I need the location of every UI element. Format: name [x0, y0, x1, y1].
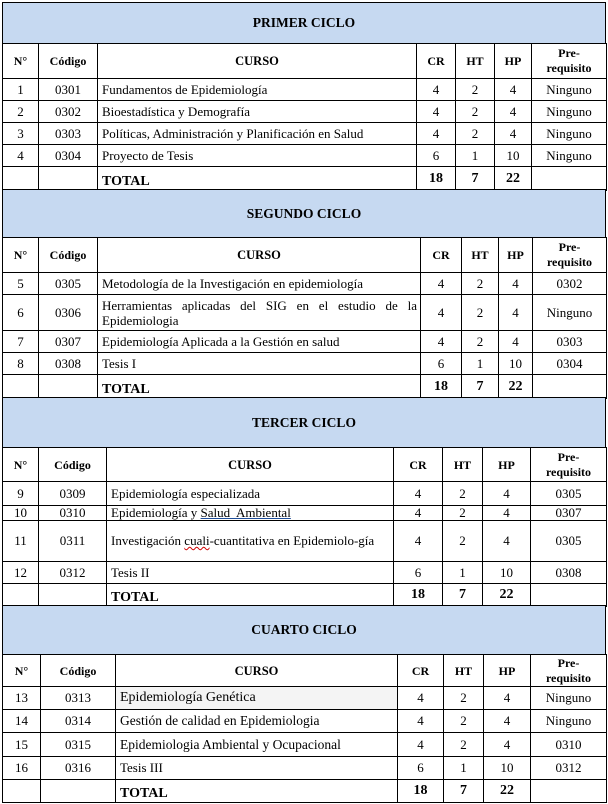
cell-empty [3, 780, 41, 803]
total-cr: 18 [417, 167, 456, 191]
col-num: N° [3, 448, 39, 482]
col-hp: HP [484, 655, 531, 687]
cell-prereq: 0304 [533, 353, 607, 375]
cell-num: 9 [3, 482, 39, 506]
cell-hp: 10 [495, 145, 532, 167]
cell-course: Epidemiología Aplicada a la Gestión en salud [98, 331, 421, 353]
cell-course: Herramientas aplicadas del SIG en el estudio de la Epidemiologia [98, 295, 421, 331]
course-text: Investigación [111, 533, 185, 548]
cell-cr: 4 [417, 101, 456, 123]
cell-ht: 2 [443, 482, 483, 506]
cell-hp: 4 [499, 331, 533, 353]
cycle-title: PRIMER CICLO [2, 2, 606, 44]
col-code: Código [39, 44, 98, 79]
table-row [3, 273, 607, 295]
cell-ht: 2 [443, 521, 483, 562]
cell-cr: 4 [398, 710, 444, 733]
cell-empty [3, 167, 39, 191]
total-hp: 22 [495, 167, 532, 191]
cell-num: 14 [3, 710, 41, 733]
cell-course: Políticas, Administración y Planificación en Salud [98, 123, 417, 145]
cell-ht: 1 [444, 757, 484, 780]
col-hp: HP [495, 44, 532, 79]
table-row [3, 123, 607, 145]
col-cr: CR [421, 238, 462, 273]
cell-hp: 4 [499, 273, 533, 295]
total-cr: 18 [398, 780, 444, 803]
cell-ht: 1 [456, 145, 495, 167]
table-row [3, 101, 607, 123]
cell-hp: 10 [484, 757, 531, 780]
cell-prereq: Ninguno [532, 145, 607, 167]
table-row [3, 331, 607, 353]
total-hp: 22 [499, 375, 533, 399]
col-prereq-label: Pre- requisito [546, 240, 593, 269]
cell-prereq: 0312 [531, 757, 607, 780]
column-header-row [3, 655, 607, 687]
cell-hp: 10 [483, 562, 531, 584]
cell-course [107, 506, 394, 521]
cell-code: 0301 [39, 79, 98, 101]
col-course: CURSO [116, 655, 398, 687]
col-ht: HT [462, 238, 499, 273]
cell-code: 0308 [39, 353, 98, 375]
cell-ht: 2 [444, 687, 484, 710]
col-num: N° [3, 44, 39, 79]
total-ht: 7 [443, 584, 483, 607]
course-table [2, 654, 607, 803]
cell-empty [39, 584, 107, 607]
table-row [3, 295, 607, 331]
cell-ht: 2 [462, 331, 499, 353]
cell-code: 0303 [39, 123, 98, 145]
cell-hp: 4 [484, 710, 531, 733]
cell-num: 13 [3, 687, 41, 710]
cell-num: 6 [3, 295, 39, 331]
cell-num: 10 [3, 506, 39, 521]
cell-ht: 1 [443, 562, 483, 584]
cycle-title: SEGUNDO CICLO [2, 189, 606, 238]
table-row [3, 733, 607, 757]
total-hp: 22 [483, 584, 531, 607]
cell-course: Metodología de la Investigación en epidemiología [98, 273, 421, 295]
cell-cr: 4 [398, 733, 444, 757]
cell-hp: 4 [484, 687, 531, 710]
cell-course: Epidemiología especializada [107, 482, 394, 506]
cell-ht: 2 [456, 79, 495, 101]
cell-course: Fundamentos de Epidemiología [98, 79, 417, 101]
cell-hp: 4 [483, 482, 531, 506]
cell-cr: 4 [421, 295, 462, 331]
course-table [2, 237, 607, 399]
col-code: Código [39, 448, 107, 482]
cell-prereq: 0308 [531, 562, 607, 584]
cell-hp: 4 [483, 506, 531, 521]
cycle-title: CUARTO CICLO [2, 605, 606, 655]
course-text: -cuantitativa en Epidemiolo-gía [209, 533, 375, 548]
total-ht: 7 [444, 780, 484, 803]
table-row [3, 687, 607, 710]
total-hp: 22 [484, 780, 531, 803]
total-label: TOTAL [98, 167, 417, 191]
cell-cr: 6 [394, 562, 443, 584]
cell-cr: 4 [394, 482, 443, 506]
column-header-row [3, 448, 607, 482]
cell-hp: 4 [495, 101, 532, 123]
cell-prereq: Ninguno [532, 123, 607, 145]
cell-prereq: Ninguno [533, 295, 607, 331]
cell-code: 0312 [39, 562, 107, 584]
cell-cr: 6 [398, 757, 444, 780]
cell-ht: 2 [444, 710, 484, 733]
cell-ht: 2 [443, 506, 483, 521]
course-table [2, 447, 607, 607]
total-row [3, 167, 607, 191]
col-cr: CR [394, 448, 443, 482]
cell-cr: 4 [417, 79, 456, 101]
table-row [3, 562, 607, 584]
cell-ht: 2 [456, 101, 495, 123]
total-cr: 18 [421, 375, 462, 399]
col-prereq [531, 448, 607, 482]
cell-hp: 4 [483, 521, 531, 562]
cell-cr: 4 [417, 123, 456, 145]
cell-prereq: 0307 [531, 506, 607, 521]
cell-prereq: 0305 [531, 482, 607, 506]
cell-code: 0316 [41, 757, 116, 780]
col-hp: HP [499, 238, 533, 273]
col-course: CURSO [98, 44, 417, 79]
col-prereq-label: Pre- requisito [545, 449, 592, 479]
cell-cr: 4 [394, 506, 443, 521]
cell-cr: 4 [398, 687, 444, 710]
cell-code: 0311 [39, 521, 107, 562]
cell-code: 0307 [39, 331, 98, 353]
cell-prereq: Ninguno [531, 710, 607, 733]
cell-code: 0304 [39, 145, 98, 167]
col-prereq-label: Pre- requisito [546, 46, 592, 75]
cell-empty [39, 375, 98, 399]
cell-prereq: 0305 [531, 521, 607, 562]
col-course: CURSO [107, 448, 394, 482]
cell-empty [3, 375, 39, 399]
total-cr: 18 [394, 584, 443, 607]
cell-code: 0306 [39, 295, 98, 331]
col-code: Código [39, 238, 98, 273]
column-header-row [3, 238, 607, 273]
total-label: TOTAL [116, 780, 398, 803]
cell-hp: 4 [495, 79, 532, 101]
cell-course: Tesis I [98, 353, 421, 375]
col-course: CURSO [98, 238, 421, 273]
table-row [3, 145, 607, 167]
col-cr: CR [417, 44, 456, 79]
cell-code: 0309 [39, 482, 107, 506]
table-row [3, 79, 607, 101]
cycle-title: TERCER CICLO [2, 397, 606, 448]
table-row [3, 482, 607, 506]
cell-course: Bioestadística y Demografía [98, 101, 417, 123]
course-text: Epidemiología y [111, 505, 201, 520]
cell-prereq: Ninguno [532, 79, 607, 101]
cell-hp: 4 [495, 123, 532, 145]
cell-num: 8 [3, 353, 39, 375]
col-code: Código [41, 655, 116, 687]
cell-cr: 6 [421, 353, 462, 375]
cell-code: 0314 [41, 710, 116, 733]
cell-empty [39, 167, 98, 191]
total-row [3, 780, 607, 803]
table-row [3, 710, 607, 733]
cell-cr: 4 [421, 273, 462, 295]
col-num: N° [3, 238, 39, 273]
cell-code: 0313 [41, 687, 116, 710]
col-hp: HP [483, 448, 531, 482]
cell-num: 5 [3, 273, 39, 295]
cell-cr: 6 [417, 145, 456, 167]
table-row [3, 506, 607, 521]
cell-empty [41, 780, 116, 803]
cell-ht: 2 [444, 733, 484, 757]
cell-hp: 10 [499, 353, 533, 375]
table-row [3, 521, 607, 562]
cell-course [107, 521, 394, 562]
col-prereq-label: Pre- requisito [545, 655, 592, 685]
cell-cr: 4 [421, 331, 462, 353]
column-header-row [3, 44, 607, 79]
total-label: TOTAL [98, 375, 421, 399]
cell-prereq: 0303 [533, 331, 607, 353]
cell-num: 11 [3, 521, 39, 562]
total-row [3, 584, 607, 607]
cell-code: 0302 [39, 101, 98, 123]
cell-num: 1 [3, 79, 39, 101]
cell-prereq: 0302 [533, 273, 607, 295]
cell-empty [531, 780, 607, 803]
cell-ht: 2 [462, 273, 499, 295]
col-ht: HT [444, 655, 484, 687]
cell-ht: 1 [462, 353, 499, 375]
col-prereq [533, 238, 607, 273]
cell-course: Epidemiologia Ambiental y Ocupacional [116, 733, 398, 757]
col-prereq [532, 44, 607, 79]
cell-prereq: Ninguno [532, 101, 607, 123]
cell-code: 0305 [39, 273, 98, 295]
cell-num: 2 [3, 101, 39, 123]
cell-empty [532, 167, 607, 191]
total-row [3, 375, 607, 399]
cell-prereq: Ninguno [531, 687, 607, 710]
cell-ht: 2 [456, 123, 495, 145]
cell-code: 0315 [41, 733, 116, 757]
table-row [3, 757, 607, 780]
cell-prereq: 0310 [531, 733, 607, 757]
cell-num: 15 [3, 733, 41, 757]
table-row [3, 353, 607, 375]
cell-num: 4 [3, 145, 39, 167]
col-ht: HT [456, 44, 495, 79]
cell-course: Gestión de calidad en Epidemiologia [116, 710, 398, 733]
cell-course: Epidemiología Genética [116, 687, 398, 710]
col-num: N° [3, 655, 41, 687]
course-table [2, 43, 607, 191]
col-prereq [531, 655, 607, 687]
spellcheck-word: cuali [184, 533, 210, 548]
course-text-underlined: Salud Ambiental [200, 505, 291, 520]
cell-num: 16 [3, 757, 41, 780]
total-ht: 7 [456, 167, 495, 191]
cell-course: Tesis II [107, 562, 394, 584]
cell-ht: 2 [462, 295, 499, 331]
cell-num: 3 [3, 123, 39, 145]
cell-course: Tesis III [116, 757, 398, 780]
cell-num: 7 [3, 331, 39, 353]
total-label: TOTAL [107, 584, 394, 607]
cell-cr: 4 [394, 521, 443, 562]
cell-num: 12 [3, 562, 39, 584]
cell-empty [3, 584, 39, 607]
col-cr: CR [398, 655, 444, 687]
total-ht: 7 [462, 375, 499, 399]
cell-hp: 4 [484, 733, 531, 757]
cell-empty [531, 584, 607, 607]
cell-hp: 4 [499, 295, 533, 331]
col-ht: HT [443, 448, 483, 482]
cell-empty [533, 375, 607, 399]
cell-code: 0310 [39, 506, 107, 521]
cell-course: Proyecto de Tesis [98, 145, 417, 167]
